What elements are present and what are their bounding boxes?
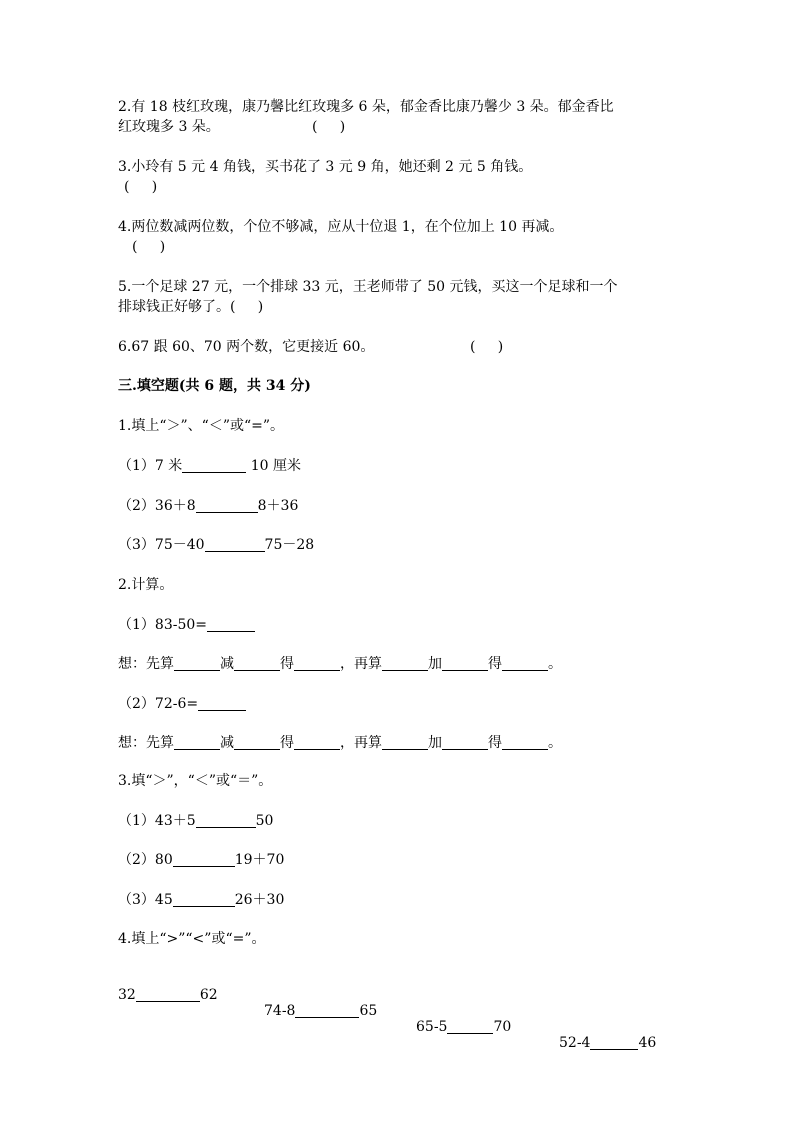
think-text: 减 [220,656,234,672]
item-left: 65-5 [416,1019,448,1035]
fill-q1-item2 [118,498,298,514]
answer-blank[interactable] [295,1003,359,1018]
fill-q4-items [118,971,657,1051]
sub-expression: （1）83-50= [118,617,207,633]
think-text: 得 [280,735,294,751]
fill-q2-think2 [118,735,562,751]
fill-q3-item1 [118,813,273,829]
sub-expression: （2）72-6= [118,696,199,712]
item-right: 46 [638,1035,657,1051]
answer-blank[interactable] [196,498,258,513]
judge-q3-answer-paren[interactable]: ( ) [124,179,158,195]
answer-blank[interactable] [294,656,340,671]
judge-q2-answer-paren[interactable]: ( ) [312,119,346,135]
answer-blank[interactable] [174,656,220,671]
think-text: 得 [488,656,502,672]
think-text: 想：先算 [118,656,174,672]
think-text: 减 [220,735,234,751]
answer-blank[interactable] [382,735,428,750]
item-right: 8＋36 [257,498,299,514]
section-title: 三.填空题(共 6 题，共 34 分) [118,378,311,394]
fill-q2-sub1 [118,617,255,633]
judge-q5-answer-paren[interactable]: ( ) [230,299,264,315]
fill-q3-item3 [118,892,284,908]
item-right: 50 [255,813,274,829]
item-right: 10 厘米 [246,458,301,474]
answer-blank[interactable] [182,458,246,473]
item-right: 19＋70 [234,852,285,868]
judge-q3-line1: 3.小玲有 5 元 4 角钱，买书花了 3 元 9 角，她还剩 2 元 5 角钱。 [118,159,533,175]
judge-q2-line1: 2.有 18 枝红玫瑰，康乃馨比红玫瑰多 6 朵，郁金香比康乃馨少 3 朵。郁金香比 [118,99,614,115]
answer-blank[interactable] [447,1019,493,1034]
fill-q1-item3 [118,537,314,553]
item-right: 70 [493,1019,512,1035]
answer-blank[interactable] [442,656,488,671]
item-left: 32 [118,987,136,1003]
think-text: 想：先算 [118,735,174,751]
answer-blank[interactable] [234,656,280,671]
fill-q3-item2 [118,852,284,868]
item-left: （2）80 [118,852,173,868]
think-text: 得 [280,656,294,672]
compare-item-4 [559,1035,656,1051]
judge-q6-line1 [118,339,504,355]
judge-q6-answer-paren[interactable]: ( ) [470,339,504,355]
judge-q5-line1: 5.一个足球 27 元，一个排球 33 元，王老师带了 50 元钱，买这一个足球和一个 [118,279,618,295]
judge-q2-line2-text: 红玫瑰多 3 朵。 [118,119,220,135]
fill-q2-think1 [118,656,562,672]
item-left: 74-8 [264,1003,296,1019]
think-text: ，再算 [340,656,382,672]
answer-blank[interactable] [590,1035,638,1050]
compare-item-3 [416,1019,511,1035]
answer-blank[interactable] [196,813,256,828]
answer-blank[interactable] [173,892,235,907]
item-right: 65 [359,1003,378,1019]
judge-q6-text: 6.67 跟 60、70 两个数，它更接近 60。 [118,339,375,355]
think-text: 加 [428,656,442,672]
think-text: 加 [428,735,442,751]
think-text: ，再算 [340,735,382,751]
item-left: 52-4 [559,1035,591,1051]
answer-blank[interactable] [502,735,548,750]
item-left: （1）7 米 [118,458,183,474]
fill-q4-stem: 4.填上“>”“<”或“=”。 [118,931,266,947]
item-right: 75－28 [264,537,315,553]
think-text: 。 [548,656,562,672]
item-right: 62 [199,987,218,1003]
judge-q5-line2 [118,299,263,315]
judge-q2-line2 [118,119,346,135]
item-left: （3）75－40 [118,537,205,553]
answer-blank[interactable] [207,617,255,632]
judge-q4-answer-paren[interactable]: ( ) [132,239,166,255]
answer-blank[interactable] [442,735,488,750]
answer-blank[interactable] [205,537,265,552]
item-left: （1）43＋5 [118,813,196,829]
answer-blank[interactable] [173,852,235,867]
judge-q4-line1: 4.两位数减两位数，个位不够减，应从十位退 1，在个位加上 10 再减。 [118,219,564,235]
fill-q1-item1 [118,458,301,474]
fill-q3-stem: 3.填“＞”，“＜”或“＝”。 [118,773,273,789]
answer-blank[interactable] [294,735,340,750]
answer-blank[interactable] [136,987,200,1002]
compare-item-2 [264,1003,377,1019]
item-left: （2）36＋8 [118,498,196,514]
answer-blank[interactable] [234,735,280,750]
item-left: （3）45 [118,892,173,908]
answer-blank[interactable] [382,656,428,671]
answer-blank[interactable] [502,656,548,671]
answer-blank[interactable] [174,735,220,750]
fill-q2-sub2 [118,696,246,712]
judge-q5-line2-text: 排球钱正好够了。 [118,299,230,315]
fill-q2-stem: 2.计算。 [118,577,174,593]
answer-blank[interactable] [198,696,246,711]
compare-item-1 [118,987,218,1003]
think-text: 得 [488,735,502,751]
item-right: 26＋30 [234,892,285,908]
fill-q1-stem: 1.填上“＞”、“＜”或“=”。 [118,418,285,434]
think-text: 。 [548,735,562,751]
